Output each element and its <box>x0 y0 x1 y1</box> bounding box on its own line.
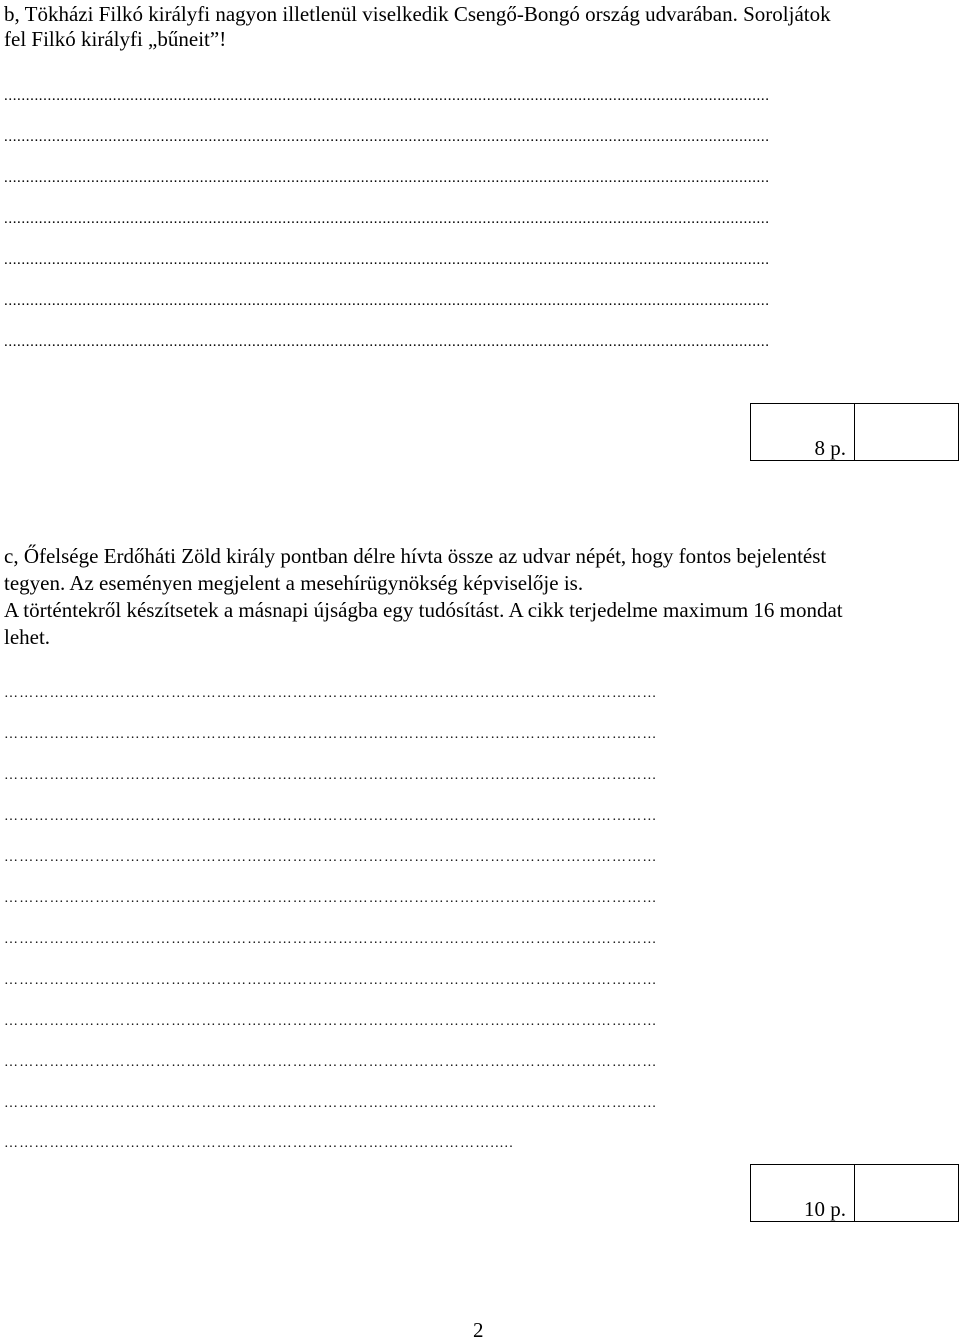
max-points-cell <box>751 404 855 460</box>
task-b-prompt-line2: fel Filkó királyfi „bűneit”! <box>4 27 227 51</box>
task-b-prompt-line1: b, Tökházi Filkó királyfi nagyon illetlenül viselkedik Csengő-Bongó ország udvarában. Soroljátok <box>4 2 831 26</box>
answer-line: ................................................................................................................................................................................ <box>4 129 770 145</box>
task-c-prompt-line2: tegyen. Az eseményen megjelent a mesehírügynökség képviselője is. <box>4 571 584 595</box>
answer-line: ................................................................................................................................................................................ <box>4 252 770 268</box>
answer-line: ………………………………………………………………………………………………………………… <box>4 1014 658 1029</box>
earned-points-cell[interactable] <box>855 1165 958 1221</box>
task-c-prompt-line1: c, Őfelsége Erdőháti Zöld király pontban délre hívta össze az udvar népét, hogy fontos bejelentést <box>4 544 827 568</box>
answer-line: ………………………………………………………………………………………………………………… <box>4 686 658 701</box>
answer-line: ………………………………………………………………………………………………………………… <box>4 850 658 865</box>
answer-line: ………………………………………………………………………………………………………………… <box>4 727 658 742</box>
task-c-prompt-line4: lehet. <box>4 625 51 649</box>
answer-line-last: ……………………………………………………………………………………..... <box>4 1136 514 1151</box>
task-b-score-box <box>750 403 959 461</box>
answer-line: ………………………………………………………………………………………………………………… <box>4 891 658 906</box>
max-points-label: 8 p. <box>814 436 846 460</box>
answer-line: ………………………………………………………………………………………………………………… <box>4 1055 658 1070</box>
page-number: 2 <box>473 1318 484 1342</box>
answer-line: ………………………………………………………………………………………………………………… <box>4 932 658 947</box>
task-c-score-box <box>750 1164 959 1222</box>
answer-line: ………………………………………………………………………………………………………………… <box>4 768 658 783</box>
max-points-cell <box>751 1165 855 1221</box>
answer-line: ………………………………………………………………………………………………………………… <box>4 809 658 824</box>
answer-line: ................................................................................................................................................................................ <box>4 293 770 309</box>
answer-line: ................................................................................................................................................................................ <box>4 211 770 227</box>
answer-line: ………………………………………………………………………………………………………………… <box>4 973 658 988</box>
answer-line: ................................................................................................................................................................................ <box>4 334 770 350</box>
max-points-label: 10 p. <box>804 1197 846 1221</box>
answer-line: ................................................................................................................................................................................ <box>4 170 770 186</box>
earned-points-cell[interactable] <box>855 404 958 460</box>
answer-line: ................................................................................................................................................................................ <box>4 88 770 104</box>
task-c-prompt-line3: A történtekről készítsetek a másnapi újságba egy tudósítást. A cikk terjedelme maximum 16 mondat <box>4 598 843 622</box>
answer-line: ………………………………………………………………………………………………………………… <box>4 1096 658 1111</box>
